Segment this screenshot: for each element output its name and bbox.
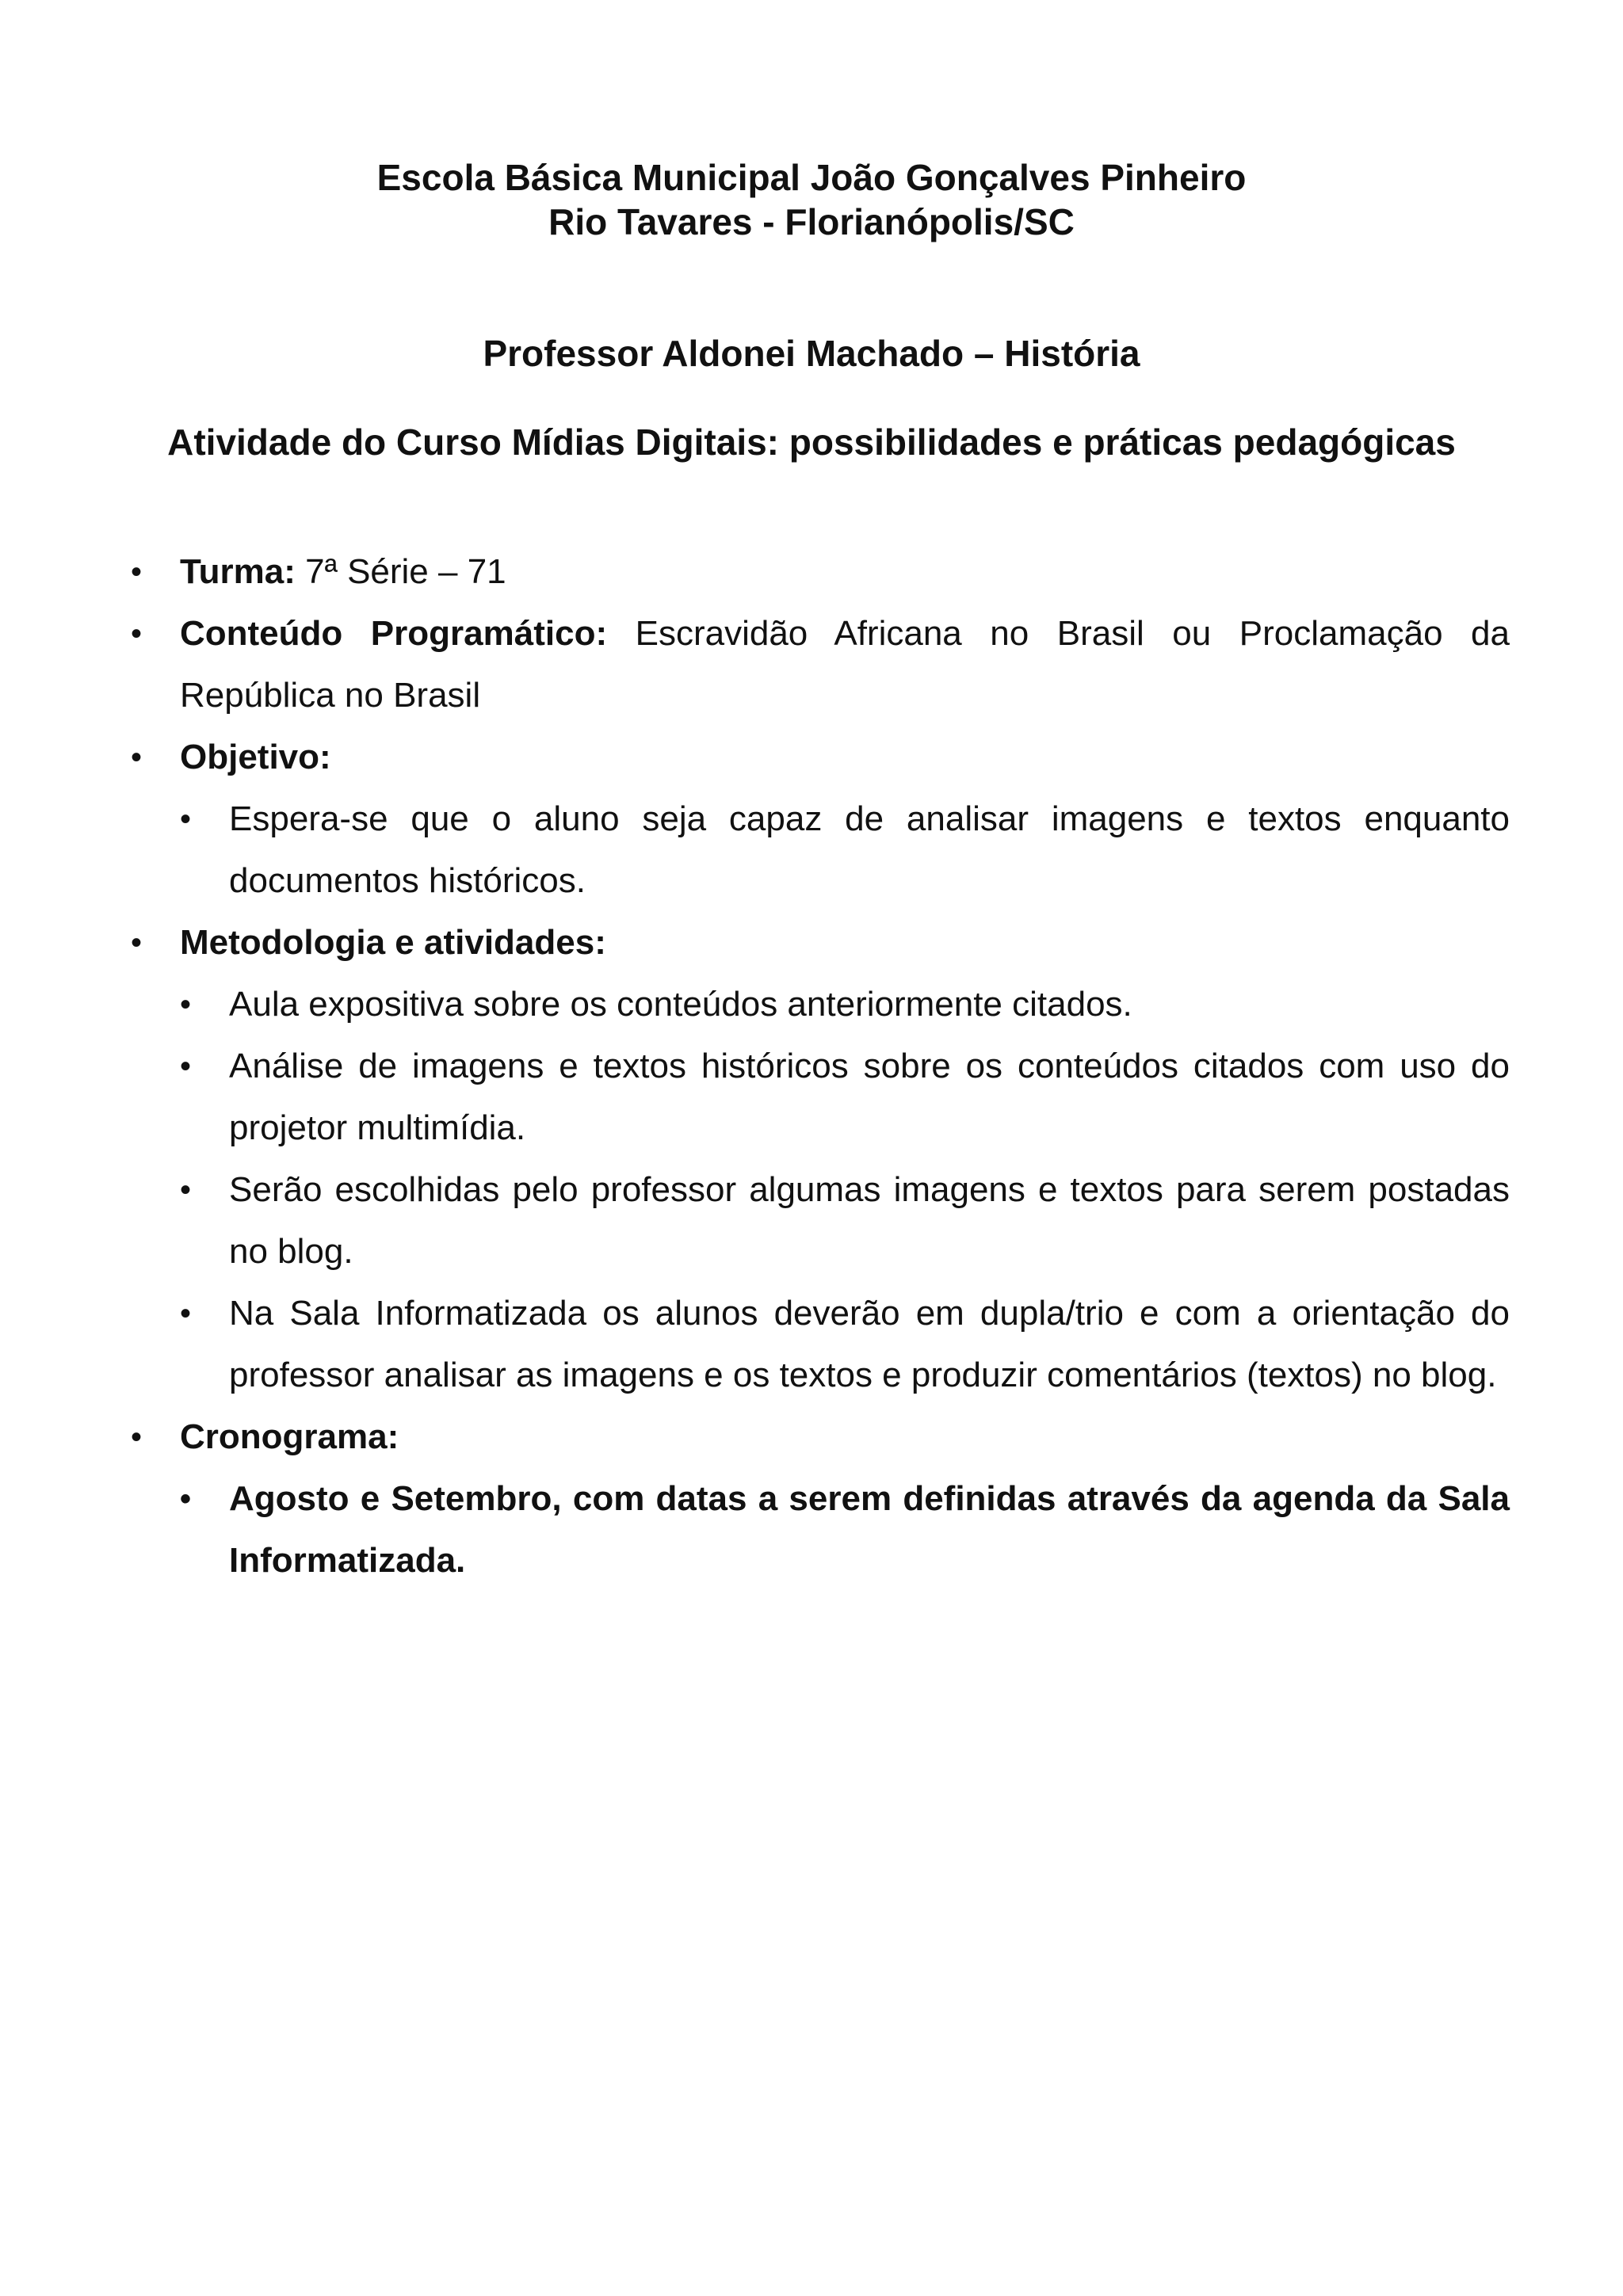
school-location: Rio Tavares - Florianópolis/SC <box>548 201 1075 242</box>
objetivo-item <box>131 727 1510 788</box>
metodologia-subitem: • Serão escolhidas pelo professor algumas imagens e textos para serem postadas no blog. <box>131 1159 1510 1283</box>
conteudo-label: Conteúdo Programático: <box>180 614 608 653</box>
metodologia-subitem: • Na Sala Informatizada os alunos deverão em dupla/trio e com a orientação do professor analisar as imagens e os textos e produzir comentários (textos) no blog. <box>131 1283 1510 1406</box>
objetivo-subitem: • Espera-se que o aluno seja capaz de analisar imagens e textos enquanto documentos históricos. <box>131 788 1510 912</box>
metodologia-subitem: • Aula expositiva sobre os conteúdos anteriormente citados. <box>131 974 1510 1035</box>
turma-item <box>131 541 1510 603</box>
metodologia-label: Metodologia e atividades: <box>180 923 606 962</box>
conteudo-item <box>131 603 1510 727</box>
metodologia-item <box>131 912 1510 974</box>
conteudo-value: Escravidão Africana no Brasil ou Proclamação da República no Brasil <box>180 614 1510 715</box>
turma-value: 7ª Série – 71 <box>295 552 506 591</box>
activity-title: Atividade do Curso Mídias Digitais: possibilidades e práticas pedagógicas <box>167 421 1456 463</box>
cronograma-item <box>131 1406 1510 1468</box>
lesson-plan-list <box>131 541 1510 1592</box>
cronograma-subitem: • Agosto e Setembro, com datas a serem definidas através da agenda da Sala Informatizada. <box>131 1468 1510 1592</box>
school-name: Escola Básica Municipal João Gonçalves Pinheiro <box>376 157 1247 198</box>
teacher-title: Professor Aldonei Machado – História <box>483 333 1140 374</box>
objetivo-label: Objetivo: <box>180 738 331 776</box>
metodologia-subitem: • Análise de imagens e textos históricos sobre os conteúdos citados com uso do projetor multimídia. <box>131 1035 1510 1159</box>
turma-label: Turma: <box>180 552 296 591</box>
cronograma-label: Cronograma: <box>180 1417 399 1456</box>
